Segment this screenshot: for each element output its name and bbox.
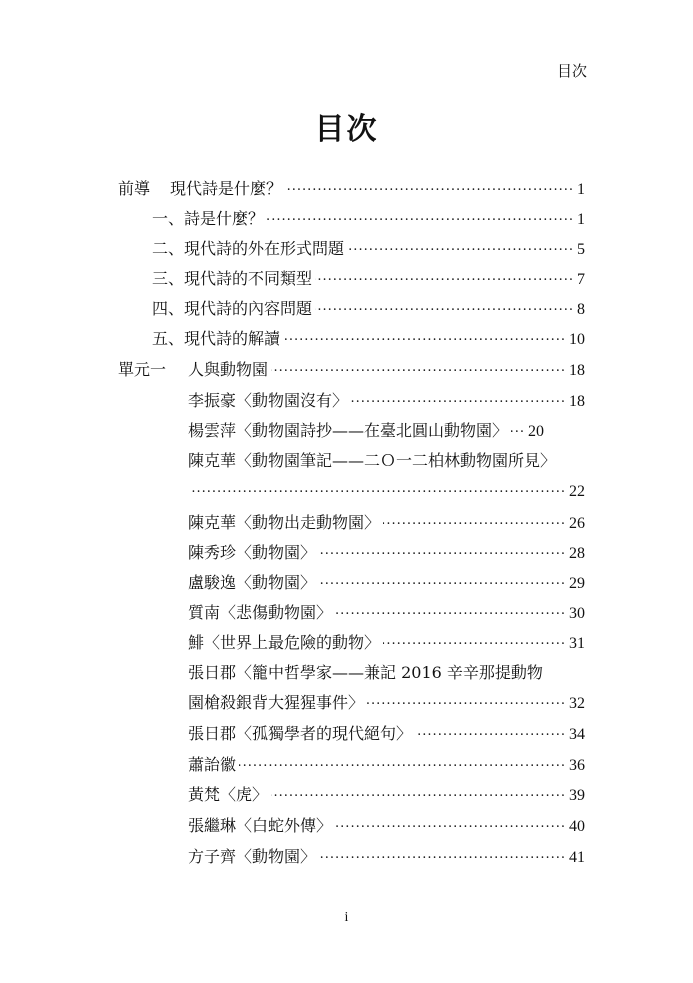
toc-entry-title: 方子齊〈動物園〉 xyxy=(188,847,317,866)
toc-entry-title: 張繼琳〈白蛇外傳〉 xyxy=(188,816,333,835)
page-title: 目次 xyxy=(314,112,379,147)
toc-entry-title: 現代詩是什麼？ xyxy=(170,179,283,198)
toc-entry-title: 一、詩是什麼？ xyxy=(152,209,265,228)
toc-entry xyxy=(152,236,585,258)
toc-leader-dots xyxy=(319,846,566,862)
toc-entry xyxy=(188,782,585,804)
page-number-footer: i xyxy=(344,910,349,925)
toc-entry-page: 7 xyxy=(577,271,585,288)
toc-entry-page: 32 xyxy=(569,695,585,712)
toc-entry-title: 陳克華〈動物園筆記——二Ｏ一二柏林動物園所見〉 xyxy=(188,451,557,470)
toc-leader-dots xyxy=(347,238,574,254)
toc-entry-page: 31 xyxy=(569,635,585,652)
toc-entry-page: 22 xyxy=(569,483,585,500)
toc-entry-page: 20 xyxy=(528,423,545,440)
toc-entry xyxy=(188,540,585,562)
toc-entry xyxy=(188,480,585,502)
toc-entry-prefix: 前導 xyxy=(118,179,151,198)
toc-leader-dots xyxy=(335,602,566,618)
toc-entry-title: 四、現代詩的內容問題 xyxy=(152,299,313,318)
toc-entry xyxy=(152,326,585,348)
toc-entry xyxy=(188,690,585,712)
toc-entry xyxy=(152,206,585,228)
toc-entry-page: 40 xyxy=(569,818,585,835)
toc-entry-page: 18 xyxy=(569,362,585,379)
toc-leader-dots xyxy=(271,359,566,375)
toc-entry xyxy=(152,266,585,288)
toc-leader-dots xyxy=(315,298,574,314)
toc-entry-title: 陳秀珍〈動物園〉 xyxy=(188,543,317,562)
toc-leader-dots xyxy=(271,784,566,800)
toc-entry xyxy=(188,752,585,774)
toc-entry-title: 蕭詒徽 xyxy=(188,755,237,774)
toc-entry-title: 人與動物園 xyxy=(188,360,269,379)
toc-entry-page: 10 xyxy=(569,331,585,348)
toc-entry-title: 鯡〈世界上最危險的動物〉 xyxy=(188,633,381,652)
toc-entry xyxy=(188,630,585,652)
toc-entry-title: 園槍殺銀背大猩猩事件〉 xyxy=(188,693,365,712)
toc-entry-page: 1 xyxy=(577,181,585,198)
toc-leader-dots xyxy=(351,390,566,406)
toc-leader-dots xyxy=(239,754,566,770)
toc-entry xyxy=(188,721,585,743)
toc-entry-page: 5 xyxy=(577,241,585,258)
toc-leader-dots xyxy=(283,328,566,344)
toc-entry-title: 李振豪〈動物園沒有〉 xyxy=(188,391,349,410)
toc-entry xyxy=(118,176,585,198)
toc-entry xyxy=(188,660,618,682)
toc-entry-title: 盧駿逸〈動物園〉 xyxy=(188,573,317,592)
toc-leader-dots xyxy=(315,268,574,284)
toc-entry-title: 二、現代詩的外在形式問題 xyxy=(152,239,345,258)
toc-entry-page: 41 xyxy=(569,849,585,866)
running-head: 目次 xyxy=(556,62,587,80)
toc-entry-title: 楊雲萍〈動物園詩抄——在臺北圓山動物園〉 xyxy=(188,421,509,440)
toc-entry-title: 三、現代詩的不同類型 xyxy=(152,269,313,288)
toc-entry-page: 18 xyxy=(569,393,585,410)
toc-entry-page: 39 xyxy=(569,787,585,804)
toc-entry-page: 30 xyxy=(569,605,585,622)
toc-entry-title: 張日郡〈孤獨學者的現代絕句〉 xyxy=(188,724,413,743)
toc-entry xyxy=(152,296,585,318)
toc-entry-title: 張日郡〈籠中哲學家——兼記 2016 辛辛那提動物 xyxy=(188,663,543,682)
toc-entry xyxy=(188,448,618,470)
toc-entry-page: 8 xyxy=(577,301,585,318)
toc-leader-dots xyxy=(191,480,566,496)
toc-leader-dots xyxy=(383,512,566,528)
toc-entry-prefix: 單元一 xyxy=(118,360,167,379)
toc-entry-page: 26 xyxy=(569,515,585,532)
toc-leader-dots xyxy=(285,178,574,194)
toc-entry-title: 質南〈悲傷動物園〉 xyxy=(188,603,333,622)
toc-entry-title: 黃梵〈虎〉 xyxy=(188,785,269,804)
toc-leader-dots xyxy=(319,542,566,558)
toc-entry-title: 陳克華〈動物出走動物園〉 xyxy=(188,513,381,532)
toc-entry-page: 34 xyxy=(569,726,585,743)
toc-entry xyxy=(188,418,585,440)
toc-entry-page: 1 xyxy=(577,211,585,228)
toc-entry xyxy=(188,510,585,532)
toc-entry xyxy=(188,844,585,866)
toc-leader-dots xyxy=(415,723,566,739)
toc-entry xyxy=(118,357,585,379)
toc-entry xyxy=(188,600,585,622)
toc-leader-dots xyxy=(319,572,566,588)
toc-entry-page: 29 xyxy=(569,575,585,592)
toc-leader-dots xyxy=(267,208,574,224)
toc-entry xyxy=(188,813,585,835)
toc-entry-title: 五、現代詩的解讀 xyxy=(152,329,281,348)
toc-leader-dots xyxy=(367,692,566,708)
toc-entry xyxy=(188,570,585,592)
toc-leader-dots xyxy=(335,815,566,831)
toc-entry-page: 36 xyxy=(569,757,585,774)
toc-entry-page: 28 xyxy=(569,545,585,562)
toc-leader-dots xyxy=(383,632,566,648)
toc-entry xyxy=(188,388,585,410)
toc-leader-dots xyxy=(511,420,525,436)
